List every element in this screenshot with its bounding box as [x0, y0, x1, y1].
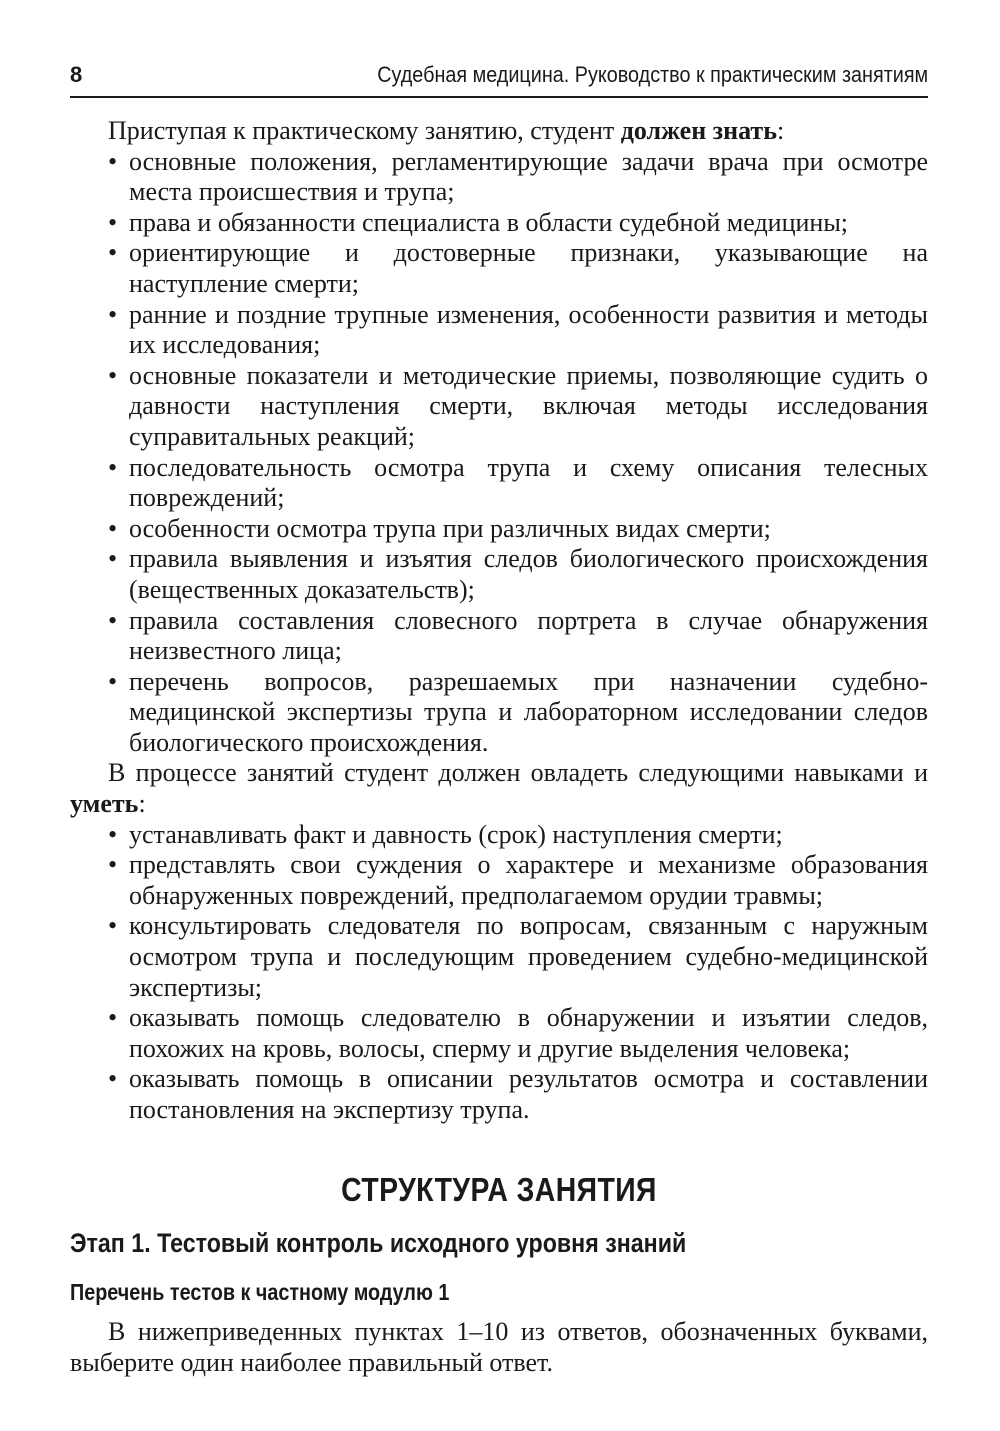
skills-tail: : — [138, 789, 146, 819]
skills-paragraph — [70, 758, 928, 819]
list-item: • оказывать помощь в описании результатов осмотра и составлении постановления на экспертизу трупа. — [70, 1064, 928, 1125]
knowledge-list — [70, 147, 928, 759]
stage-heading: Этап 1. Тестовый контроль исходного уровня знаний — [70, 1228, 687, 1258]
list-item: • правила выявления и изъятия следов биологического происхождения (вещественных доказательств); — [70, 544, 928, 605]
list-item: • правила составления словесного портрета в случае обнаружения неизвестного лица; — [70, 606, 928, 667]
section-title: СТРУКТУРА ЗАНЯТИЯ — [341, 1171, 657, 1208]
list-item: • оказывать помощь следователю в обнаружении и изъятии следов, похожих на кровь, волосы, сперму и другие выделения человека; — [70, 1003, 928, 1064]
intro-tail: : — [776, 116, 785, 145]
list-item: • консультировать следователя по вопросам, связанным с наружным осмотром трупа и последующим проведением судебно-медицинской экспертизы; — [70, 911, 928, 1003]
main-text — [70, 116, 928, 1126]
intro-lead: Приступая к практическому занятию, студент — [108, 116, 621, 145]
running-title: Судебная медицина. Руководство к практическим занятиям — [377, 62, 928, 87]
list-item: • представлять свои суждения о характере и механизме образования обнаруженных повреждений, предполагаемом орудии травмы; — [70, 850, 928, 911]
skills-list — [70, 820, 928, 1126]
list-item: • основные положения, регламентирующие задачи врача при осмотре места происшествия и трупа; — [70, 147, 928, 208]
instructions-paragraph: В нижеприведенных пунктах 1–10 из ответов, обозначенных буквами, выберите один наиболее правильный ответ. — [70, 1317, 928, 1377]
running-header — [70, 58, 928, 98]
list-item: • особенности осмотра трупа при различных видах смерти; — [70, 514, 928, 545]
intro-paragraph — [70, 116, 928, 147]
list-item: • права и обязанности специалиста в области судебной медицины; — [70, 208, 928, 239]
skills-emphasis: уметь — [70, 789, 139, 819]
list-item: • последовательность осмотра трупа и схему описания телесных повреждений; — [70, 453, 928, 514]
subsection-heading: Перечень тестов к частному модулю 1 — [70, 1279, 450, 1305]
skills-lead: В процессе занятий студент должен овладеть следующими навыками и — [108, 758, 928, 788]
intro-emphasis: должен знать — [620, 116, 777, 145]
list-item: • ориентирующие и достоверные признаки, указывающие на наступление смерти; — [70, 238, 928, 299]
list-item: • ранние и поздние трупные изменения, особенности развития и методы их исследования; — [70, 300, 928, 361]
list-item: • основные показатели и методические приемы, позволяющие судить о давности наступления смерти, включая методы исследования суправитальных реакций; — [70, 361, 928, 453]
list-item: • устанавливать факт и давность (срок) наступления смерти; — [70, 820, 928, 851]
list-item: • перечень вопросов, разрешаемых при назначении судебно-медицинской экспертизы трупа и лабораторном исследовании следов биологического происхождения. — [70, 667, 928, 759]
page-number: 8 — [70, 62, 83, 87]
